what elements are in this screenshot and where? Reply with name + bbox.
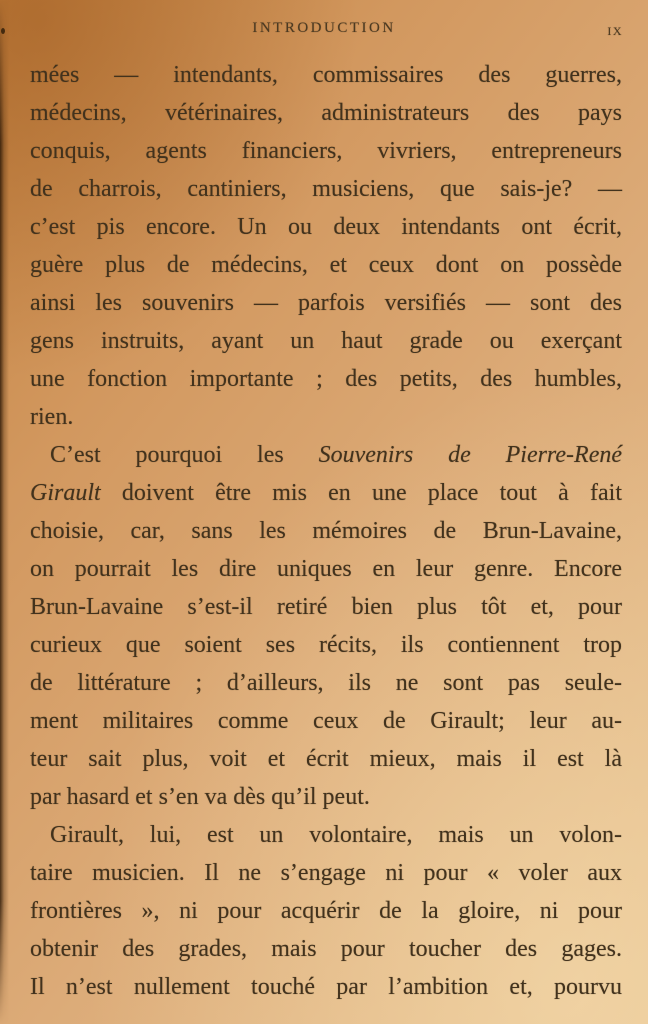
text-segment: obtenir des grades, mais pour toucher des gages. (30, 936, 622, 962)
text-line (30, 550, 622, 588)
text-segment: doivent être mis en une place tout à fait (100, 480, 622, 506)
text-line (30, 626, 622, 664)
text-line (30, 208, 622, 246)
text-line (30, 740, 622, 778)
text-line (30, 968, 622, 1006)
text-block (30, 56, 622, 1006)
text-segment: conquis, agents financiers, vivriers, entrepreneurs (30, 138, 622, 164)
text-line (30, 854, 622, 892)
page-gutter-shadow (0, 0, 9, 1024)
italic-text-segment: Souvenirs de Pierre-René (318, 442, 622, 468)
text-segment: de charrois, cantiniers, musiciens, que sais-je? — (30, 176, 622, 202)
text-segment: mées — intendants, commissaires des guerres, (30, 62, 622, 88)
text-line (30, 892, 622, 930)
page-title: INTRODUCTION (252, 20, 396, 36)
text-segment: Girault, lui, est un volontaire, mais un volon- (50, 822, 622, 848)
text-line (30, 246, 622, 284)
text-segment: rien. (30, 404, 74, 430)
text-segment: gens instruits, ayant un haut grade ou exerçant (30, 328, 622, 354)
text-line (30, 56, 622, 94)
text-line (30, 778, 622, 816)
text-segment: de littérature ; d’ailleurs, ils ne sont pas seule- (30, 670, 622, 696)
text-line (30, 436, 622, 474)
text-line (30, 284, 622, 322)
text-segment: Brun-Lavaine s’est-il retiré bien plus tôt et, pour (30, 594, 622, 620)
text-segment: frontières », ni pour acquérir de la gloire, ni pour (30, 898, 622, 924)
text-line (30, 930, 622, 968)
text-line (30, 816, 622, 854)
text-line (30, 322, 622, 360)
text-line (30, 588, 622, 626)
page-number: IX (607, 24, 623, 38)
text-line (30, 170, 622, 208)
text-segment: Il n’est nullement touché par l’ambition et, pourvu (30, 974, 622, 1000)
text-segment: curieux que soient ses récits, ils contiennent trop (30, 632, 622, 658)
text-line (30, 94, 622, 132)
text-segment: une fonction importante ; des petits, des humbles, (30, 366, 622, 392)
text-line (30, 398, 622, 436)
text-segment: c’est pis encore. Un ou deux intendants ont écrit, (30, 214, 622, 240)
text-segment: guère plus de médecins, et ceux dont on possède (30, 252, 622, 278)
text-line (30, 664, 622, 702)
text-segment: on pourrait les dire uniques en leur genre. Encore (30, 556, 622, 582)
text-segment: teur sait plus, voit et écrit mieux, mais il est là (30, 746, 622, 772)
text-line (30, 512, 622, 550)
text-segment: ment militaires comme ceux de Girault; leur au- (30, 708, 622, 734)
text-segment: taire musicien. Il ne s’engage ni pour « voler aux (30, 860, 622, 886)
text-segment: choisie, car, sans les mémoires de Brun-Lavaine, (30, 518, 622, 544)
text-line (30, 702, 622, 740)
text-line (30, 474, 622, 512)
text-segment: C’est pourquoi les (50, 442, 319, 468)
running-head (0, 20, 648, 42)
text-line (30, 132, 622, 170)
text-segment: ainsi les souvenirs — parfois versifiés — sont des (30, 290, 622, 316)
text-segment: par hasard et s’en va dès qu’il peut. (30, 784, 370, 810)
text-line (30, 360, 622, 398)
italic-text-segment: Girault (30, 480, 101, 506)
text-segment: médecins, vétérinaires, administrateurs des pays (30, 100, 622, 126)
